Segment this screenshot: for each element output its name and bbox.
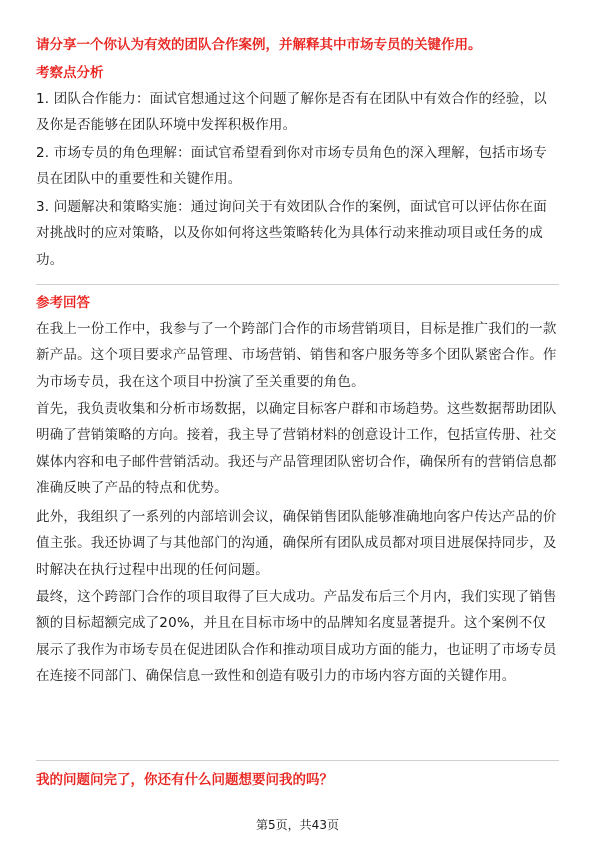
- analysis-item-1: 1. 团队合作能力：面试官想通过这个问题了解你是否有在团队中有效合作的经验，以及你是否能够在团队环境中发挥积极作用。: [36, 91, 547, 134]
- analysis-item-2: 2. 市场专员的角色理解：面试官希望看到你对市场专员角色的深入理解，包括市场专员在团队中的重要性和关键作用。: [36, 145, 547, 188]
- section-divider: [36, 284, 559, 285]
- answer-paragraph-4: 最终，这个跨部门合作的项目取得了巨大成功。产品发布后三个月内，我们实现了销售额的目标超额完成了20%，并且在目标市场中的品牌知名度显著提升。这个案例不仅展示了我作为市场专员在促进团队合作和推动项目成功方面的能力，也证明了市场专员在连接不同部门、确保信息一致性和创造有吸引力的市场内容方面的关键作用。: [36, 589, 557, 685]
- analysis-item-3: 3. 问题解决和策略实施：通过询问关于有效团队合作的案例，面试官可以评估你在面对挑战时的应对策略，以及你如何将这些策略转化为具体行动来推动项目或任务的成功。: [36, 199, 547, 268]
- answer-heading: 参考回答: [36, 295, 90, 311]
- page-number: 第5页，共43页: [256, 818, 339, 832]
- answer-paragraph-1: 在我上一份工作中，我参与了一个跨部门合作的市场营销项目，目标是推广我们的一款新产品。这个项目要求产品管理、市场营销、销售和客户服务等多个团队紧密合作。作为市场专员，我在这个项目中扮演了至关重要的角色。: [36, 321, 557, 390]
- analysis-heading: 考察点分析: [36, 65, 104, 81]
- closing-question: 我的问题问完了，你还有什么问题想要问我的吗？: [36, 772, 333, 788]
- answer-paragraph-2: 首先，我负责收集和分析市场数据，以确定目标客户群和市场趋势。这些数据帮助团队明确了营销策略的方向。接着，我主导了营销材料的创意设计工作，包括宣传册、社交媒体内容和电子邮件营销活动。我还与产品管理团队密切合作，确保所有的营销信息都准确反映了产品的特点和优势。: [36, 401, 557, 497]
- question-title: 请分享一个你认为有效的团队合作案例，并解释其中市场专员的关键作用。: [36, 37, 482, 53]
- answer-paragraph-3: 此外，我组织了一系列的内部培训会议，确保销售团队能够准确地向客户传达产品的价值主张。我还协调了与其他部门的沟通，确保所有团队成员都对项目进展保持同步，及时解决在执行过程中出现的任何问题。: [36, 509, 557, 578]
- closing-divider: [36, 760, 559, 761]
